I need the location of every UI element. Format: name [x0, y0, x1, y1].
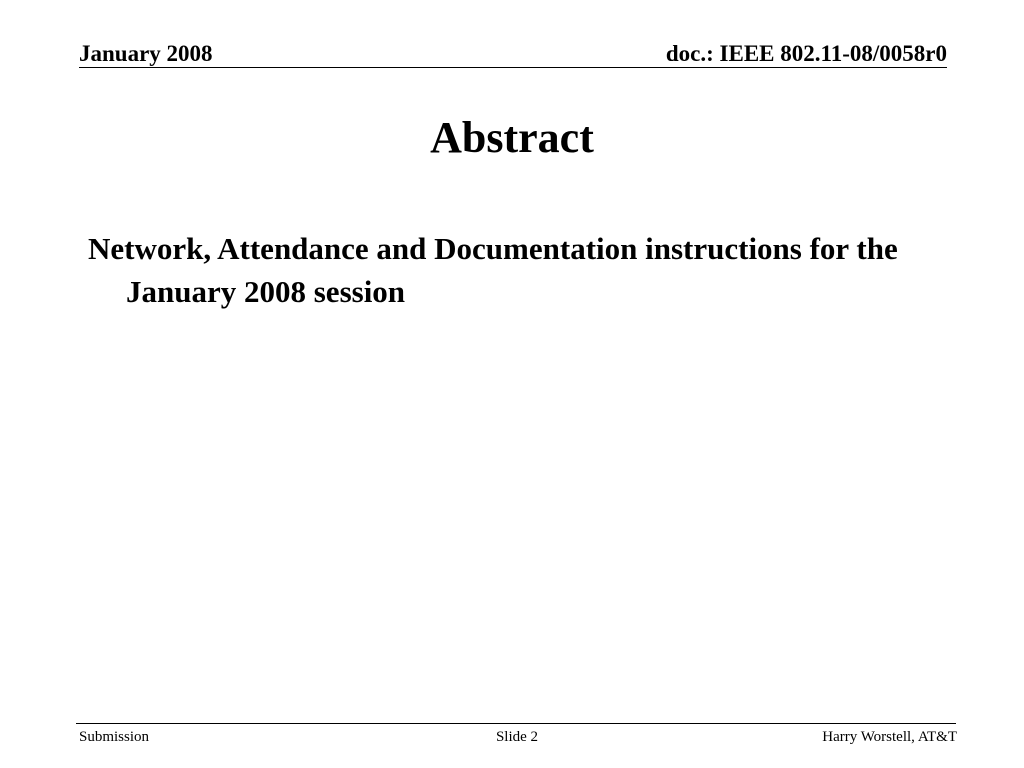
- header-doc-id: doc.: IEEE 802.11-08/0058r0: [665, 41, 947, 66]
- slide-title: Abstract: [430, 113, 594, 162]
- slide-body-text: Network, Attendance and Documentation instructions for the January 2008 session: [88, 231, 898, 309]
- footer-author: Harry Worstell, AT&T: [822, 729, 957, 745]
- footer-divider: [76, 723, 956, 724]
- header-date: January 2008: [79, 41, 213, 66]
- footer-submission: Submission: [79, 729, 150, 745]
- header-divider: [79, 67, 947, 68]
- footer-slide-number: Slide 2: [495, 729, 539, 745]
